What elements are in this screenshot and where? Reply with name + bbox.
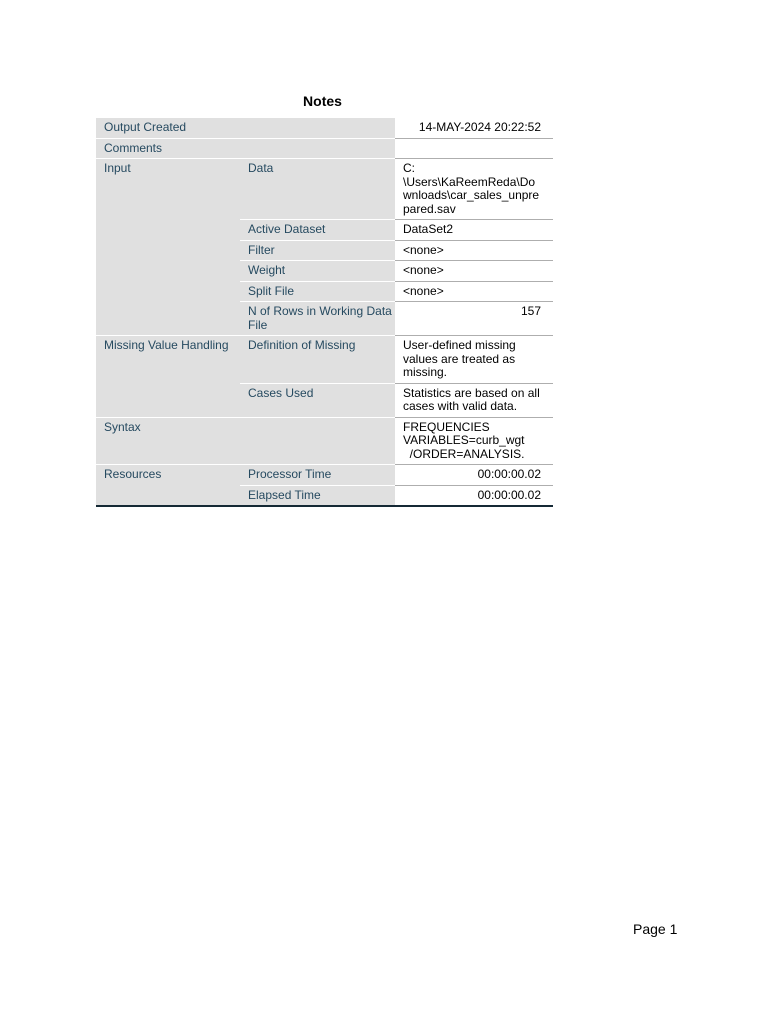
table-title: Notes xyxy=(303,93,342,109)
sub-value-elapsed-time: 00:00:00.02 xyxy=(395,485,553,506)
row-value-output-created: 14-MAY-2024 20:22:52 xyxy=(395,118,553,138)
row-label-comments: Comments xyxy=(96,138,395,159)
sub-value-definition: User-defined missing values are treated as missing. xyxy=(395,336,553,384)
row-value-syntax: FREQUENCIES VARIABLES=curb_wgt /ORDER=ANALYSIS. xyxy=(395,417,553,465)
sub-value-split-file: <none> xyxy=(395,281,553,302)
sub-value-data: C: \Users\KaReemReda\Downloads\car_sales_unprepared.sav xyxy=(395,159,553,220)
table-row xyxy=(96,138,553,159)
table-row xyxy=(96,465,553,486)
sub-label-filter: Filter xyxy=(240,240,395,261)
sub-label-processor-time: Processor Time xyxy=(240,465,395,486)
table-row xyxy=(96,118,553,138)
table-row xyxy=(96,417,553,465)
sub-value-n-rows: 157 xyxy=(395,302,553,336)
row-value-comments xyxy=(395,138,553,159)
sub-label-data: Data xyxy=(240,159,395,220)
sub-label-weight: Weight xyxy=(240,261,395,282)
sub-label-cases-used: Cases Used xyxy=(240,383,395,417)
sub-label-active-dataset: Active Dataset xyxy=(240,220,395,241)
table-row xyxy=(96,336,553,384)
row-label-syntax: Syntax xyxy=(96,417,395,465)
row-label-output-created: Output Created xyxy=(96,118,395,138)
row-label-missing: Missing Value Handling xyxy=(96,336,240,418)
sub-label-definition: Definition of Missing xyxy=(240,336,395,384)
sub-value-cases-used: Statistics are based on all cases with valid data. xyxy=(395,383,553,417)
sub-value-filter: <none> xyxy=(395,240,553,261)
sub-value-weight: <none> xyxy=(395,261,553,282)
notes-table xyxy=(96,118,553,507)
sub-label-elapsed-time: Elapsed Time xyxy=(240,485,395,506)
sub-label-n-rows: N of Rows in Working Data File xyxy=(240,302,395,336)
page-number: Page 1 xyxy=(633,921,678,937)
sub-value-processor-time: 00:00:00.02 xyxy=(395,465,553,486)
table-row xyxy=(96,159,553,220)
row-label-resources: Resources xyxy=(96,465,240,507)
row-label-input: Input xyxy=(96,159,240,336)
sub-value-active-dataset: DataSet2 xyxy=(395,220,553,241)
sub-label-split-file: Split File xyxy=(240,281,395,302)
